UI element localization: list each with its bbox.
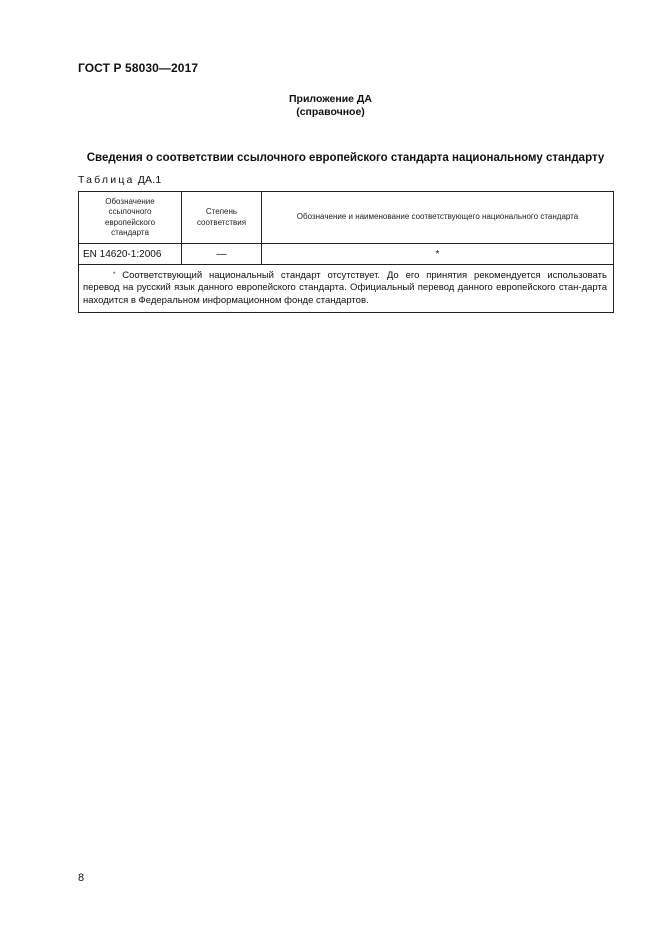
table-label-word: Таблица <box>78 174 135 186</box>
table-footnote-row <box>79 265 614 313</box>
document-standard-id: ГОСТ Р 58030—2017 <box>78 61 199 75</box>
cell-reference: EN 14620-1:2006 <box>79 244 182 265</box>
footnote-mark: * <box>113 272 116 278</box>
page-number: 8 <box>78 872 85 884</box>
column-header-degree: Степень соответствия <box>182 192 262 244</box>
table-row <box>79 244 614 265</box>
table-label <box>78 174 161 186</box>
correspondence-table-container <box>78 191 613 313</box>
cell-national: * <box>262 244 614 265</box>
column-header-reference: Обозначение ссылочного европейского стандарта <box>79 192 182 244</box>
annex-subtitle: (справочное) <box>296 106 365 118</box>
table-label-number: ДА.1 <box>137 174 162 186</box>
column-header-national: Обозначение и наименование соответствующего национального стандарта <box>262 192 614 244</box>
cell-degree: — <box>182 244 262 265</box>
table-header-row <box>79 192 614 244</box>
section-title: Сведения о соответствии ссылочного европейского стандарта национальному стандарту <box>86 152 605 164</box>
table-footnote <box>79 265 614 313</box>
footnote-text: Соответствующий национальный стандарт отсутствует. До его принятия рекомендуется использовать перевод на русский язык данного европейского стандарта. Официальный перевод данного европейского стан-дарта находится в Федеральном информационном фонде стандартов. <box>83 270 607 306</box>
annex-title: Приложение ДА <box>289 93 372 105</box>
correspondence-table <box>78 191 614 313</box>
